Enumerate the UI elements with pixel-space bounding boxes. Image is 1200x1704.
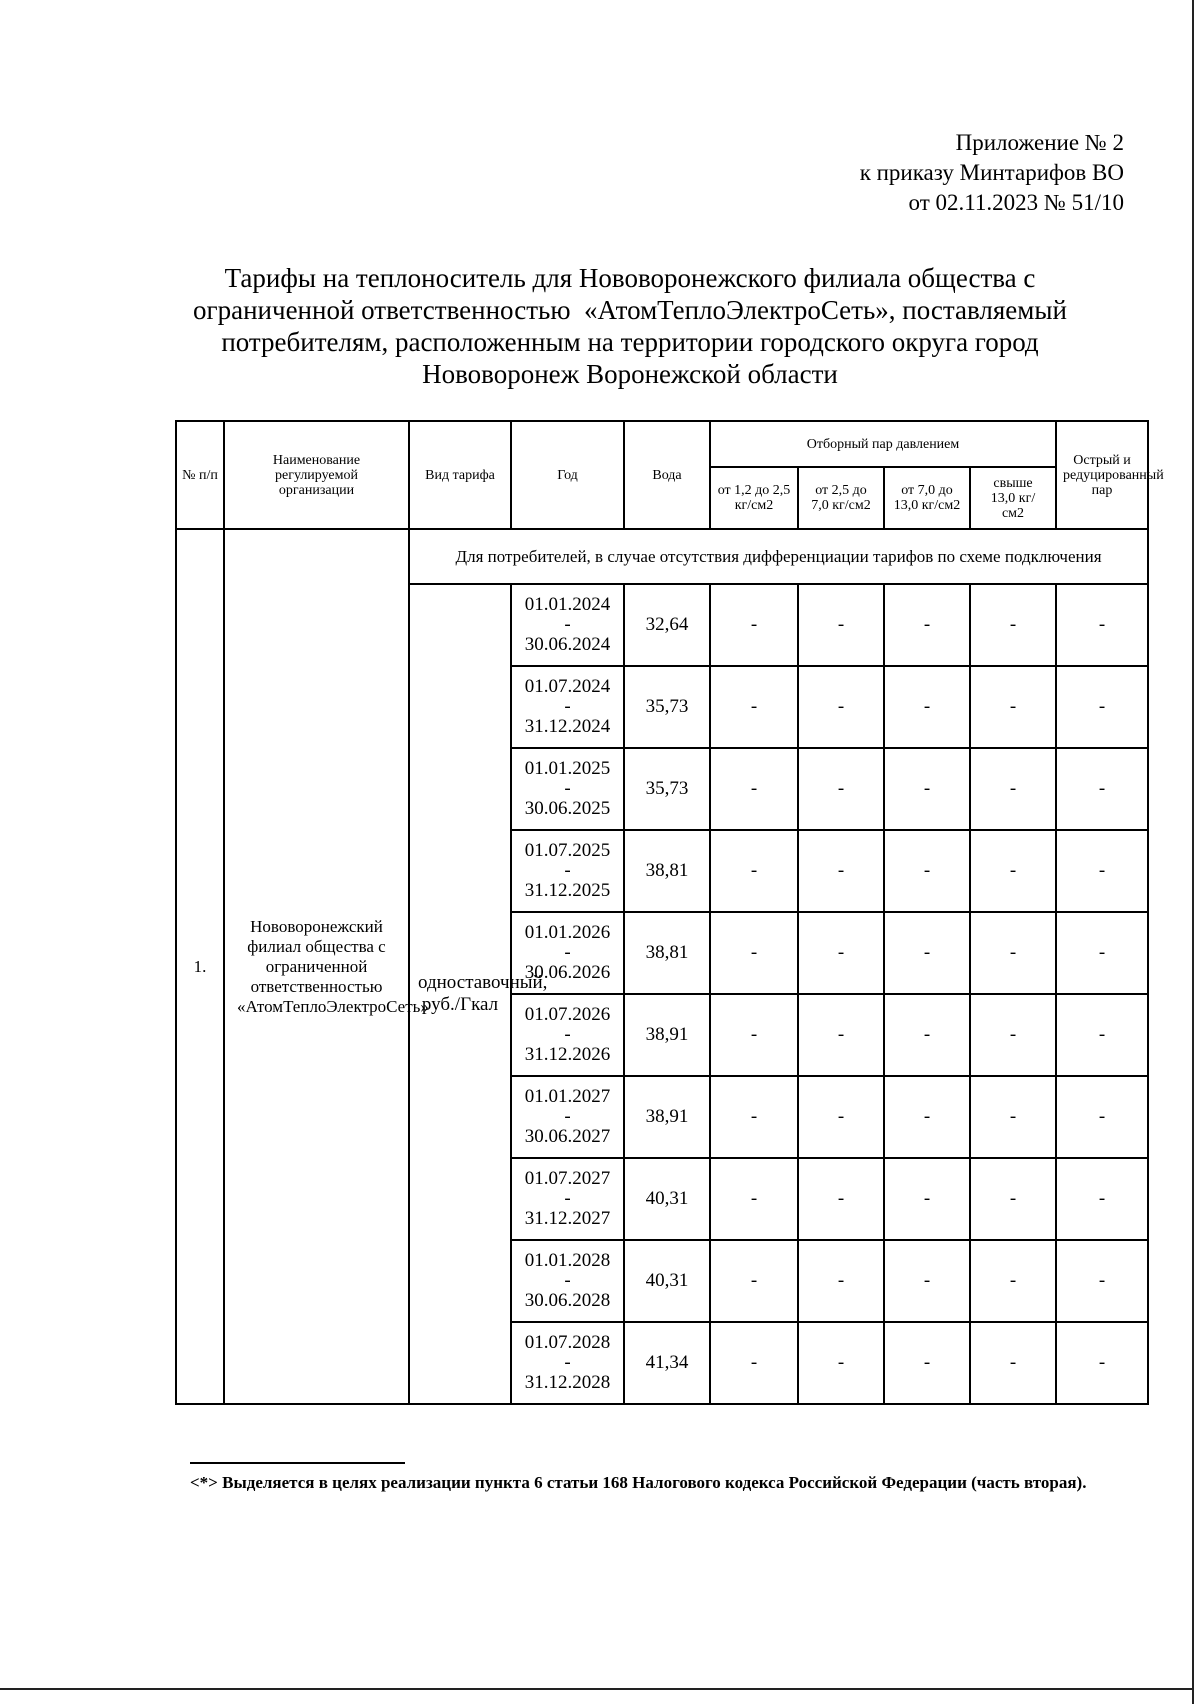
steam-tariff-3: -	[884, 584, 970, 666]
period-separator: -	[564, 1106, 571, 1127]
water-tariff: 38,91	[624, 994, 710, 1076]
scan-edge-right	[1192, 0, 1194, 1704]
steam-tariff-1: -	[710, 1076, 798, 1158]
steam-tariff-4: -	[970, 1076, 1056, 1158]
steam-tariff-3: -	[884, 912, 970, 994]
water-tariff: 35,73	[624, 666, 710, 748]
organization-name: Нововоронежский филиал общества с ограниченной ответственностью «АтомТеплоЭлектроСеть»	[224, 529, 409, 1404]
period-to: 31.12.2026	[524, 1044, 611, 1065]
title-line-4: Нововоронеж Воронежской области	[422, 359, 838, 389]
table-body	[176, 529, 1148, 1404]
steam-tariff-3: -	[884, 994, 970, 1076]
appendix-line-3: от 02.11.2023 № 51/10	[908, 190, 1124, 215]
period-to: 30.06.2024	[524, 634, 611, 655]
period-cell	[511, 1240, 624, 1322]
steam-tariff-2: -	[798, 994, 884, 1076]
steam-tariff-4: -	[970, 912, 1056, 994]
footnote-divider	[190, 1462, 405, 1464]
steam-tariff-2: -	[798, 584, 884, 666]
period-to: 30.06.2027	[524, 1126, 611, 1147]
steam-tariff-2: -	[798, 1158, 884, 1240]
period-cell	[511, 584, 624, 666]
period-from: 01.01.2024	[524, 594, 611, 615]
appendix-line-2: к приказу Минтарифов ВО	[859, 160, 1124, 185]
header-sharp-steam: Острый и редуцированный пар	[1056, 421, 1148, 529]
period-to: 31.12.2025	[524, 880, 611, 901]
period-from: 01.07.2027	[524, 1168, 611, 1189]
steam-tariff-1: -	[710, 994, 798, 1076]
document-title	[150, 262, 1110, 390]
period-separator: -	[564, 1024, 571, 1045]
steam-tariff-3: -	[884, 830, 970, 912]
sharp-steam-tariff: -	[1056, 994, 1148, 1076]
period-cell	[511, 748, 624, 830]
header-water: Вода	[624, 421, 710, 529]
period-to: 31.12.2028	[524, 1372, 611, 1393]
period-separator: -	[564, 1188, 571, 1209]
steam-tariff-1: -	[710, 748, 798, 830]
water-tariff: 40,31	[624, 1158, 710, 1240]
period-from: 01.01.2026	[524, 922, 611, 943]
period-from: 01.07.2025	[524, 840, 611, 861]
period-from: 01.01.2027	[524, 1086, 611, 1107]
water-tariff: 40,31	[624, 1240, 710, 1322]
steam-tariff-1: -	[710, 1240, 798, 1322]
section-row	[176, 529, 1148, 584]
sharp-steam-tariff: -	[1056, 584, 1148, 666]
header-year: Год	[511, 421, 624, 529]
steam-tariff-3: -	[884, 1322, 970, 1404]
section-title: Для потребителей, в случае отсутствия дифференциации тарифов по схеме подключения	[409, 529, 1148, 584]
header-steam-1: от 1,2 до 2,5 кг/см2	[710, 467, 798, 529]
scan-edge-bottom	[0, 1688, 1194, 1690]
steam-tariff-1: -	[710, 666, 798, 748]
period-cell	[511, 912, 624, 994]
period-to: 30.06.2025	[524, 798, 611, 819]
tariff-table	[175, 420, 1164, 1405]
period-cell	[511, 994, 624, 1076]
period-cell	[511, 1322, 624, 1404]
steam-tariff-1: -	[710, 1158, 798, 1240]
period-to: 30.06.2026	[524, 962, 611, 983]
appendix-line-1: Приложение № 2	[955, 130, 1124, 155]
steam-tariff-3: -	[884, 666, 970, 748]
water-tariff: 41,34	[624, 1322, 710, 1404]
steam-tariff-2: -	[798, 830, 884, 912]
steam-tariff-2: -	[798, 666, 884, 748]
period-from: 01.01.2025	[524, 758, 611, 779]
steam-tariff-4: -	[970, 1322, 1056, 1404]
water-tariff: 38,81	[624, 912, 710, 994]
steam-tariff-4: -	[970, 748, 1056, 830]
period-to: 31.12.2027	[524, 1208, 611, 1229]
steam-tariff-2: -	[798, 1240, 884, 1322]
row-number: 1.	[176, 529, 224, 1404]
sharp-steam-tariff: -	[1056, 666, 1148, 748]
period-cell	[511, 1076, 624, 1158]
steam-tariff-4: -	[970, 994, 1056, 1076]
steam-tariff-4: -	[970, 666, 1056, 748]
sharp-steam-tariff: -	[1056, 1322, 1148, 1404]
period-separator: -	[564, 1352, 571, 1373]
period-separator: -	[564, 1270, 571, 1291]
sharp-steam-tariff: -	[1056, 1076, 1148, 1158]
header-num: № п/п	[176, 421, 224, 529]
water-tariff: 35,73	[624, 748, 710, 830]
period-separator: -	[564, 778, 571, 799]
water-tariff: 38,91	[624, 1076, 710, 1158]
title-line-2: ограниченной ответственностью «АтомТеплоЭлектроСеть», поставляемый	[193, 295, 1067, 325]
steam-tariff-2: -	[798, 748, 884, 830]
water-tariff: 38,81	[624, 830, 710, 912]
header-steam-group: Отборный пар давлением	[710, 421, 1056, 467]
steam-tariff-4: -	[970, 584, 1056, 666]
header-steam-2: от 2,5 до 7,0 кг/см2	[798, 467, 884, 529]
sharp-steam-tariff: -	[1056, 748, 1148, 830]
period-cell	[511, 1158, 624, 1240]
steam-tariff-1: -	[710, 830, 798, 912]
period-separator: -	[564, 860, 571, 881]
steam-tariff-4: -	[970, 1158, 1056, 1240]
period-cell	[511, 830, 624, 912]
steam-tariff-2: -	[798, 912, 884, 994]
sharp-steam-tariff: -	[1056, 912, 1148, 994]
steam-tariff-1: -	[710, 912, 798, 994]
period-to: 31.12.2024	[524, 716, 611, 737]
period-separator: -	[564, 696, 571, 717]
steam-tariff-2: -	[798, 1076, 884, 1158]
header-tariff-type: Вид тарифа	[409, 421, 511, 529]
steam-tariff-3: -	[884, 1158, 970, 1240]
header-steam-4: свыше 13,0 кг/см2	[970, 467, 1056, 529]
water-tariff: 32,64	[624, 584, 710, 666]
period-from: 01.01.2028	[524, 1250, 611, 1271]
header-row-1	[176, 421, 1148, 467]
steam-tariff-4: -	[970, 1240, 1056, 1322]
period-cell	[511, 666, 624, 748]
sharp-steam-tariff: -	[1056, 830, 1148, 912]
appendix-header	[860, 128, 1124, 218]
period-from: 01.07.2028	[524, 1332, 611, 1353]
period-separator: -	[564, 614, 571, 635]
steam-tariff-3: -	[884, 1076, 970, 1158]
period-from: 01.07.2026	[524, 1004, 611, 1025]
steam-tariff-4: -	[970, 830, 1056, 912]
sharp-steam-tariff: -	[1056, 1158, 1148, 1240]
steam-tariff-1: -	[710, 1322, 798, 1404]
header-org: Наименование регулируемой организации	[224, 421, 409, 529]
title-line-3: потребителям, расположенным на территории городского округа город	[221, 327, 1039, 357]
steam-tariff-2: -	[798, 1322, 884, 1404]
steam-tariff-3: -	[884, 748, 970, 830]
period-from: 01.07.2024	[524, 676, 611, 697]
header-steam-3: от 7,0 до 13,0 кг/см2	[884, 467, 970, 529]
tariff-type: одноставочный, руб./Гкал	[409, 584, 511, 1404]
title-line-1: Тарифы на теплоноситель для Нововоронежского филиала общества с	[224, 263, 1036, 293]
sharp-steam-tariff: -	[1056, 1240, 1148, 1322]
footnote: <*> Выделяется в целях реализации пункта 6 статьи 168 Налогового кодекса Российской Федерации (часть вторая).	[190, 1473, 1087, 1492]
steam-tariff-3: -	[884, 1240, 970, 1322]
period-to: 30.06.2028	[524, 1290, 611, 1311]
period-separator: -	[564, 942, 571, 963]
steam-tariff-1: -	[710, 584, 798, 666]
